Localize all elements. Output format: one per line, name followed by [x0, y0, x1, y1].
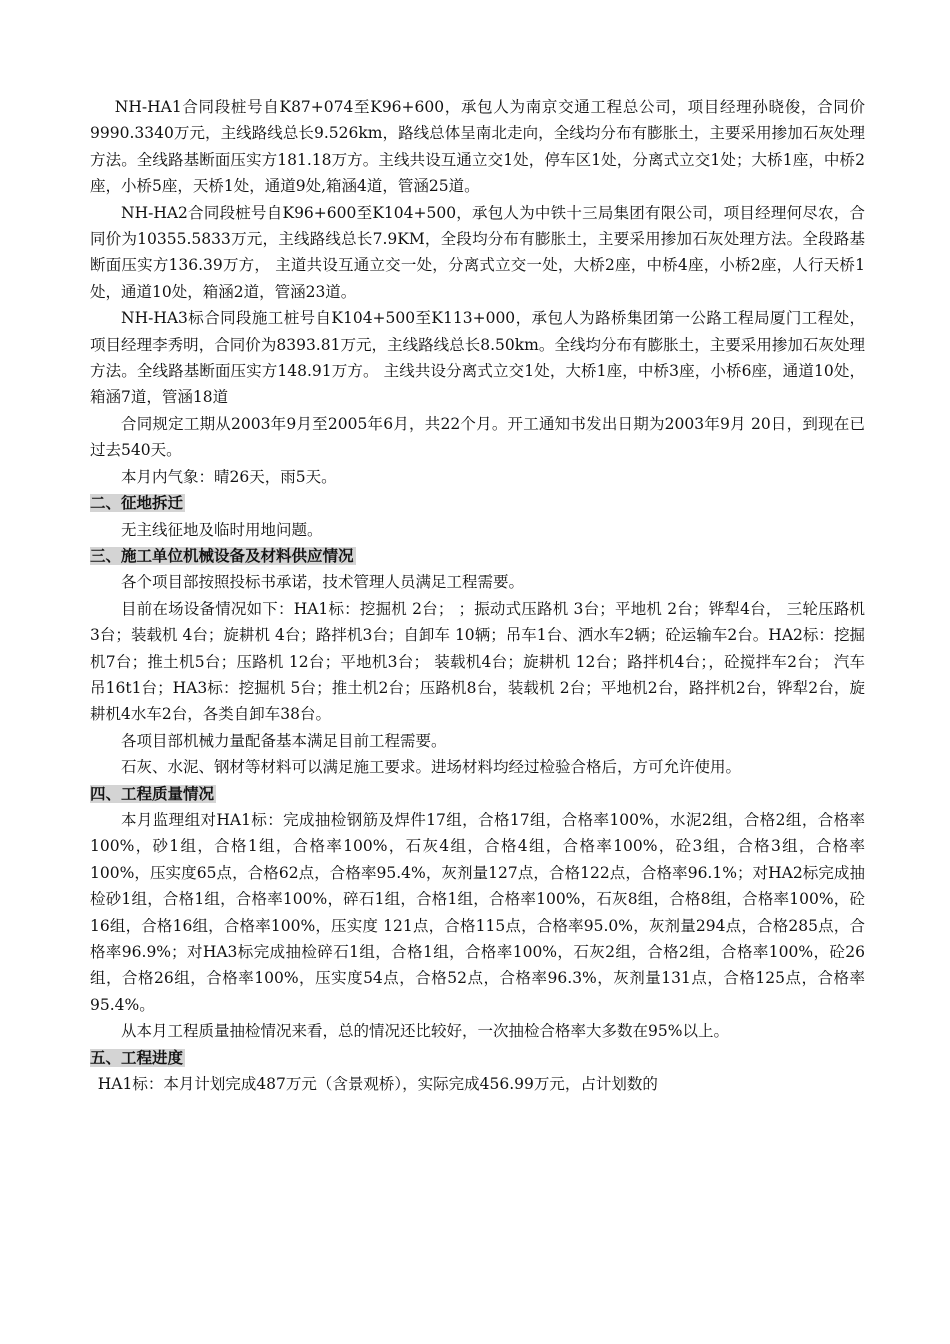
paragraph-ha1-overview: NH-HA1合同段桩号自K87+074至K96+600，承包人为南京交通工程总公司，项目经理孙晓俊，合同价9990.3340万元，主线路线总长9.526km，路线总体呈南北走向，全线均分布有膨胀土，主要采用掺加石灰处理方法。全线路基断面压实方181.18万方。主线共设互通立交1处，停车区1处，分离式立交1处；大桥1座，中桥2座，小桥5座，天桥1处，通道9处,箱涵4道，管涵25道。 [90, 98, 865, 196]
paragraph-equipment-capacity: 各项目部机械力量配备基本满足目前工程需要。 [121, 731, 447, 750]
paragraph-quality-tests: 本月监理组对HA1标：完成抽检钢筋及焊件17组，合格17组，合格率100%，水泥2组，合格2组，合格率100%，砂1组，合格1组，合格率100%，石灰4组，合格4组，合格率100%，砼3组，合格3组，合格率100%，压实度65点，合格62点，合格率95.4%，灰剂量127点，合格122点，合格率96.1%；对HA2标完成抽检砂1组，合格1组，合格率100%，碎石1组，合格1组，合格率100%，石灰8组，合格8组，合格率100%，砼16组，合格16组，合格率100%，压实度 121点，合格115点，合格率95.0%，灰剂量294点，合格285点，合格率96.9%；对HA3标完成抽检碎石1组，合格1组，合格率100%，石灰2组，合格2组，合格率100%，砼26组，合格26组，合格率100%，压实度54点，合格52点，合格率96.3%，灰剂量131点，合格125点，合格率95.4%。 [90, 810, 865, 1014]
paragraph-progress-ha1: HA1标：本月计划完成487万元（含景观桥），实际完成456.99万元，占计划数的 [97, 1075, 658, 1094]
paragraph-weather: 本月内气象：晴26天，雨5天。 [121, 467, 337, 486]
paragraph-schedule: 合同规定工期从2003年9月至2005年6月，共22个月。开工通知书发出日期为2003年9月 20日，到现在已过去540天。 [90, 414, 865, 460]
paragraph-ha3-overview: NH-HA3标合同段施工桩号自K104+500至K113+000，承包人为路桥集团第一公路工程局厦门工程处，项目经理李秀明，合同价为8393.81万元，主线路线总长8.50km。全线均分布有膨胀土，主要采用掺加石灰处理方法。全线路基断面压实方148.91万方。 主线共设分离式立交1处，大桥1座，中桥3座，小桥6座，通道10处，箱涵7道，管涵18道 [90, 309, 865, 407]
paragraph-staff: 各个项目部按照投标书承诺，技术管理人员满足工程需要。 [121, 573, 525, 592]
paragraph-equipment-list: 目前在场设备情况如下：HA1标：挖掘机 2台； ；振动式压路机 3台；平地机 2台；铧犁4台， 三轮压路机 3台；装载机 4台；旋耕机 4台；路拌机3台；自卸车 10辆；吊车1台、洒水车2辆；砼运输车2台。HA2标：挖掘机7台；推土机5台；压路机 12台；平地机3台； 装载机4台；旋耕机 12台；路拌机4台；，砼搅拌车2台； 汽车吊16t1台；HA3标：挖掘机 5台；推土机2台；压路机8台，装载机 2台；平地机2台，路拌机2台，铧犁2台，旋耕机4水车2台，各类自卸车38台。 [90, 599, 865, 724]
paragraph-materials: 石灰、水泥、钢材等材料可以满足施工要求。进场材料均经过检验合格后，方可允许使用。 [121, 758, 742, 777]
paragraph-land: 无主线征地及临时用地问题。 [121, 520, 323, 539]
paragraph-quality-summary: 从本月工程质量抽检情况来看，总的情况还比较好，一次抽检合格率大多数在95%以上。 [121, 1022, 729, 1041]
section-heading-land: 二、征地拆迁 [90, 494, 184, 513]
section-heading-equipment: 三、施工单位机械设备及材料供应情况 [90, 546, 354, 565]
section-heading-quality: 四、工程质量情况 [90, 784, 215, 803]
section-heading-progress: 五、工程进度 [90, 1048, 184, 1067]
document-page [90, 94, 865, 1097]
paragraph-ha2-overview: NH-HA2合同段桩号自K96+600至K104+500，承包人为中铁十三局集团有限公司，项目经理何尽农，合同价为10355.5833万元，主线路线总长7.9KM，全段均分布有膨胀土，主要采用掺加石灰处理方法。全段路基断面压实方136.39万方， 主道共设互通立交一处，分离式立交一处，大桥2座，中桥4座，小桥2座，人行天桥1处，通道10处，箱涵2道，管涵23道。 [90, 203, 865, 301]
